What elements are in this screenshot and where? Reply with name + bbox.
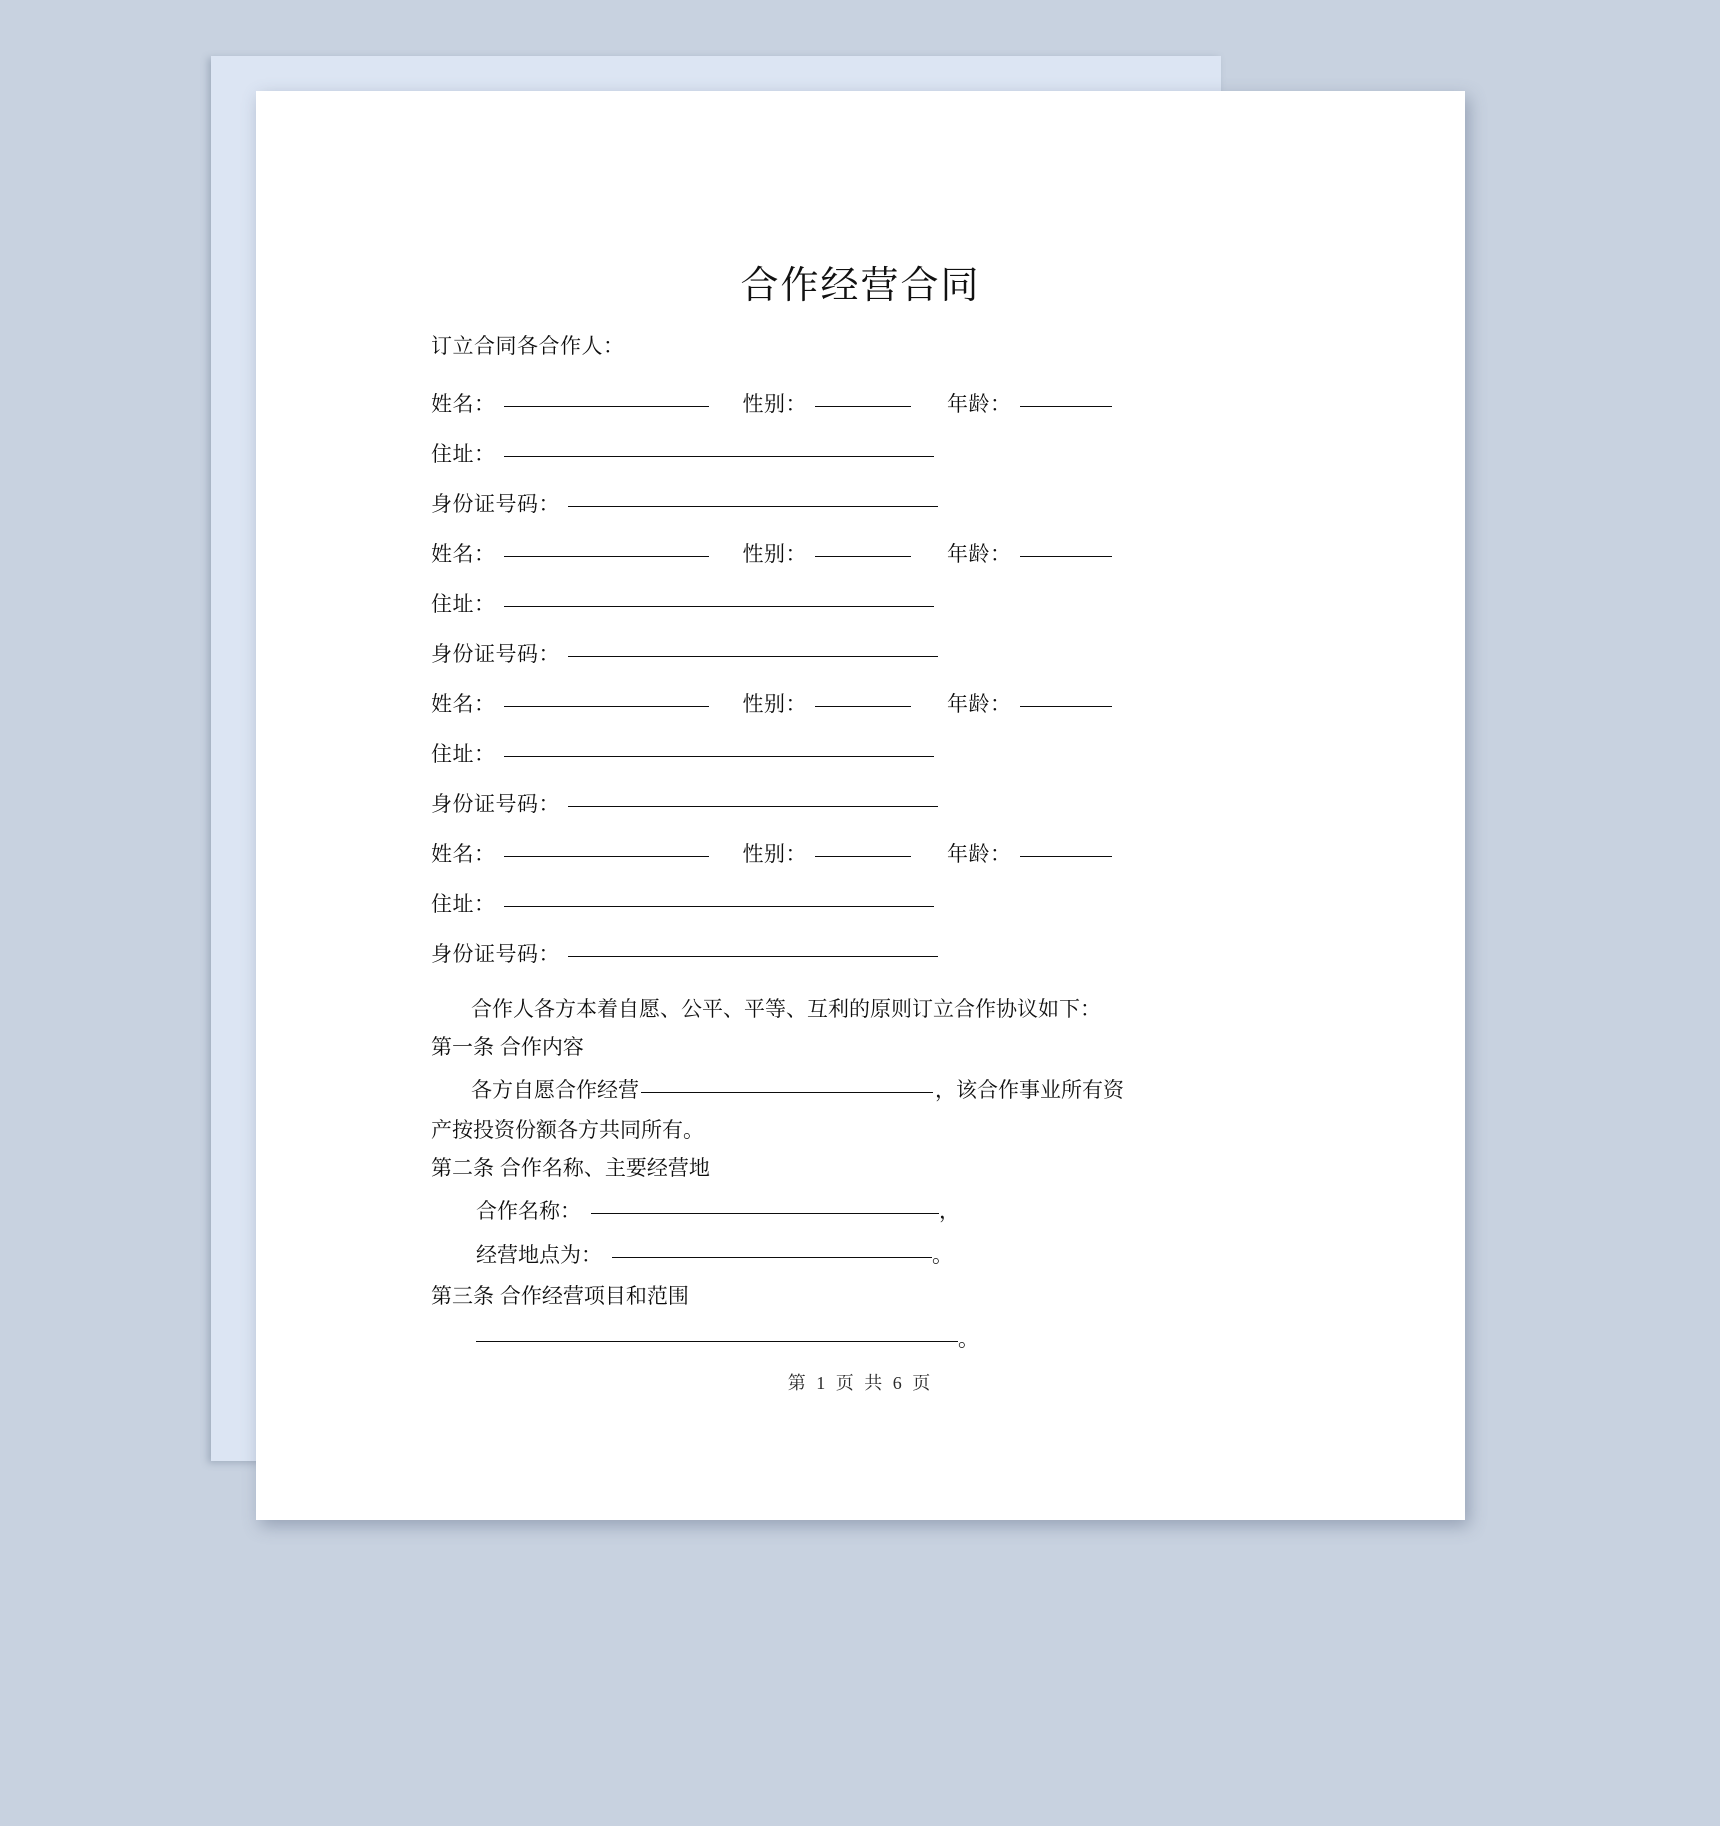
page-title: 合作经营合同 [740,265,981,307]
party-1-gender-input[interactable] [815,405,911,407]
coop-name-trailing: ， [939,1199,960,1223]
clause-3-heading: 第三条 合作经营项目和范围 [431,1285,689,1308]
gender-label: 性别： [742,543,807,566]
party-1-id-row [431,488,1331,538]
address-label: 住址： [431,443,496,466]
agreement-body [431,991,1331,1361]
party-information-block [431,330,1331,988]
page-footer: 第 1 页 共 6 页 [787,1373,934,1393]
party-2-id-input[interactable] [568,655,938,657]
clause-1-prefix: 各方自愿合作经营 [471,1078,639,1102]
clause-3-scope-row [431,1317,1331,1361]
id-number-label: 身份证号码： [431,943,560,966]
party-3-address-input[interactable] [504,755,934,757]
address-label: 住址： [431,893,496,916]
party-4-name-row [431,838,1331,888]
party-1-id-input[interactable] [568,505,938,507]
clause-1-business-input[interactable] [641,1091,933,1093]
party-4-address-input[interactable] [504,905,934,907]
party-1-address-row [431,438,1331,488]
coop-name-label: 合作名称： [476,1199,581,1223]
parties-intro-row [431,330,1331,388]
document-content [256,91,1465,1520]
parties-intro-label: 订立合同各合作人： [431,335,625,358]
business-place-label: 经营地点为： [476,1243,602,1267]
name-label: 姓名： [431,543,496,566]
clause-2-coop-name-row [431,1189,1331,1233]
address-label: 住址： [431,593,496,616]
party-4-name-input[interactable] [504,855,709,857]
age-label: 年龄： [947,393,1012,416]
gender-label: 性别： [742,393,807,416]
party-2-name-row [431,538,1331,588]
preamble-paragraph: 合作人各方本着自愿、公平、平等、互利的原则订立合作协议如下： [471,997,1101,1021]
party-3-age-input[interactable] [1020,705,1112,707]
document-page [256,91,1465,1520]
party-2-id-row [431,638,1331,688]
party-1-name-row [431,388,1331,438]
clause-1-heading: 第一条 合作内容 [431,1036,584,1059]
party-4-id-row [431,938,1331,988]
party-3-gender-input[interactable] [815,705,911,707]
id-number-label: 身份证号码： [431,493,560,516]
party-1-address-input[interactable] [504,455,934,457]
party-3-id-row [431,788,1331,838]
business-place-input[interactable] [612,1256,932,1258]
party-4-gender-input[interactable] [815,855,911,857]
address-label: 住址： [431,743,496,766]
id-number-label: 身份证号码： [431,643,560,666]
party-3-address-row [431,738,1331,788]
party-4-id-input[interactable] [568,955,938,957]
name-label: 姓名： [431,843,496,866]
business-scope-input[interactable] [476,1340,958,1342]
party-4-age-input[interactable] [1020,855,1112,857]
gender-label: 性别： [742,693,807,716]
gender-label: 性别： [742,843,807,866]
name-label: 姓名： [431,693,496,716]
clause-2-heading: 第二条 合作名称、主要经营地 [431,1157,710,1180]
clause-2-place-row [431,1233,1331,1277]
coop-name-input[interactable] [591,1212,939,1214]
party-2-gender-input[interactable] [815,555,911,557]
clause-1-wrap-line: 产按投资份额各方共同所有。 [431,1118,704,1142]
party-4-address-row [431,888,1331,938]
age-label: 年龄： [947,543,1012,566]
party-3-id-input[interactable] [568,805,938,807]
party-2-age-input[interactable] [1020,555,1112,557]
name-label: 姓名： [431,393,496,416]
clause-1-business-row [431,1068,1331,1112]
party-1-name-input[interactable] [504,405,709,407]
clause-1-suffix: ，该合作事业所有资 [935,1078,1124,1102]
party-2-address-row [431,588,1331,638]
business-place-trailing: 。 [932,1243,953,1267]
party-3-name-row [431,688,1331,738]
party-3-name-input[interactable] [504,705,709,707]
age-label: 年龄： [947,693,1012,716]
id-number-label: 身份证号码： [431,793,560,816]
party-2-address-input[interactable] [504,605,934,607]
age-label: 年龄： [947,843,1012,866]
business-scope-trailing: 。 [958,1327,979,1351]
party-2-name-input[interactable] [504,555,709,557]
party-1-age-input[interactable] [1020,405,1112,407]
